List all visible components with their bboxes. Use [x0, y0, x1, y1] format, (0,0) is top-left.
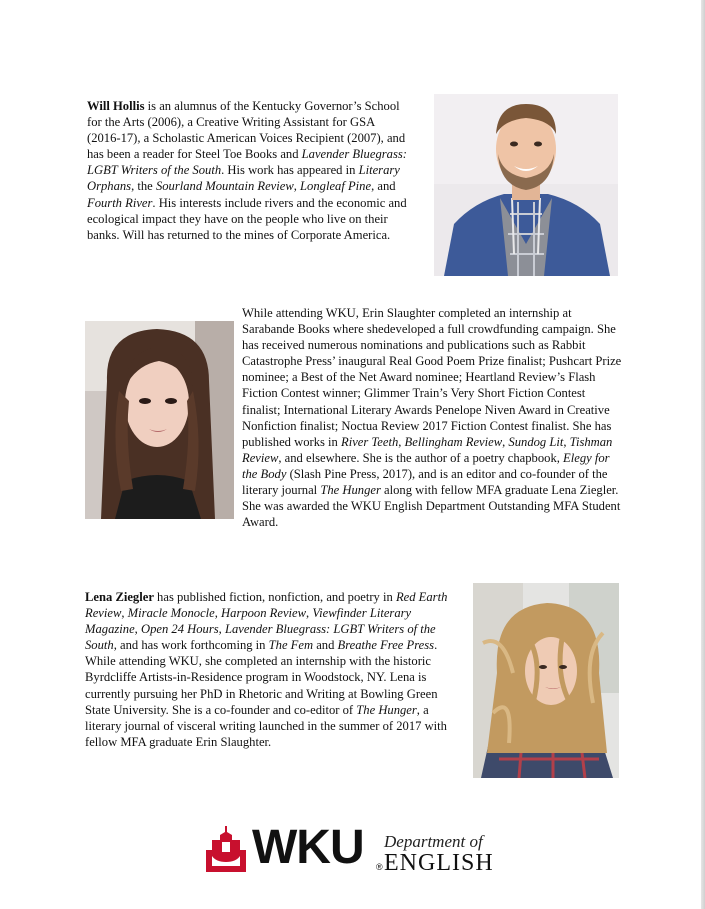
bio-lena-ziegler — [85, 589, 455, 750]
wku-wordmark: WKU — [252, 821, 364, 874]
bio-text: While attending WKU, Erin Slaughter completed an internship at Sarabande Books where shedeveloped a full crowdfunding campaign. She has received numerous nominations and publications such as Rabbit Catastrophe Press’ inaugural Real Good Poem Prize finalist; Pushcart Prize nominee; a Best of the Net Award nominee; Heartland Review’s Flash Fiction Contest winner; Glimmer Train’s Very Short Fiction Contest finalist; International Literary Awards Penelope Niven Award in Creative Nonfiction finalist; Noctua Review 2017 Fiction Contest finalist. She has published works in — [242, 306, 622, 449]
publication-title: Longleaf Pine — [300, 179, 372, 194]
publication-title: Lavender Bluegrass: LGBT Writers of the South — [85, 622, 436, 653]
publication-title: Viewfinder Literary Magazine — [85, 606, 412, 637]
photo-erin-slaughter — [85, 321, 234, 519]
bio-text: , — [398, 434, 405, 449]
publication-title: The Fem — [268, 638, 314, 653]
publication-title: Sourland Mountain Review — [155, 179, 294, 194]
bio-text: , the — [131, 179, 156, 194]
bio-text: , — [502, 434, 509, 449]
bio-erin-slaughter — [242, 305, 626, 530]
publication-title: The Hunger — [320, 483, 381, 498]
publication-title: Miracle Monocle — [127, 606, 215, 621]
bio-text: , and elsewhere. She is the author of a poetry chapbook, — [278, 450, 564, 465]
department-of-label: Department of — [384, 832, 483, 851]
photo-will-hollis — [434, 94, 618, 276]
bio-text: , a literary journal of visceral writing launched in the summer of 2017 with fellow MFA graduate Erin Slaughter. — [85, 702, 447, 749]
publication-title: Open 24 Hours — [140, 622, 219, 637]
publication-title: Lavender Bluegrass: LGBT Writers of the South — [87, 147, 407, 178]
bio-text: , and has work forthcoming in — [113, 638, 269, 653]
publication-title: Tishman Review — [242, 434, 613, 465]
bio-name: Lena Ziegler — [85, 590, 154, 604]
publication-title: Bellingham Review — [404, 434, 503, 449]
bio-text: . While attending WKU, she completed an internship with the historic Byrdcliffe Artists-in-Residence program in Woodstock, NY. Lena is currently pursuing her PhD in Rhetoric and Writing at Bowling Green State University. She is a co-founder and co-editor of — [85, 638, 438, 717]
bio-text: is an alumnus of the Kentucky Governor’s School for the Arts (2006), a Creative Writing Assistant for GSA (2016-17), a Scholastic American Voices Recipient (2007), and has been a reader for Steel Toe Books and — [87, 99, 406, 162]
page-edge — [701, 0, 705, 909]
publication-title: Literary Orphans — [87, 163, 400, 194]
wku-cupola-icon — [206, 826, 246, 872]
publication-title: River Teeth — [341, 434, 399, 449]
bio-text: and — [313, 638, 338, 653]
bio-name: Will Hollis — [87, 99, 145, 113]
bio-text: , — [293, 179, 301, 194]
bio-text: , and — [371, 179, 396, 194]
bio-will-hollis — [87, 98, 409, 243]
bio-text: has published fiction, nonfiction, and poetry in — [153, 590, 396, 604]
wku-english-logo — [206, 821, 496, 880]
bio-text: (Slash Pine Press, 2017), and is an editor and co-founder of the literary journal — [242, 466, 608, 498]
bio-text: , — [306, 606, 313, 621]
bio-text: , — [214, 606, 222, 621]
publication-title: Breathe Free Press — [337, 638, 435, 653]
photo-lena-ziegler — [473, 583, 619, 778]
bio-text: along with fellow MFA graduate Lena Ziegler. She was awarded the WKU English Department Outstanding MFA Student Award. — [242, 483, 621, 530]
bio-text: , — [134, 622, 141, 637]
publication-title: Red Earth Review — [85, 590, 448, 621]
english-label: ENGLISH — [384, 850, 494, 876]
bio-text: , — [218, 622, 225, 637]
registered-mark: ® — [376, 862, 383, 872]
bio-text: . His work has appeared in — [221, 163, 359, 178]
publication-title: The Hunger — [356, 702, 417, 717]
publication-title: Harpoon Review — [221, 606, 307, 621]
publication-title: Elegy for the Body — [242, 450, 610, 481]
bio-text: , — [121, 606, 128, 621]
bio-text: . His interests include rivers and the economic and ecological impact they have on the people who live on their banks. Will has returned to the mines of Corporate America. — [87, 195, 407, 242]
bio-text: , — [563, 434, 570, 449]
publication-title: Sundog Lit — [508, 434, 564, 449]
publication-title: Fourth River — [87, 195, 153, 210]
